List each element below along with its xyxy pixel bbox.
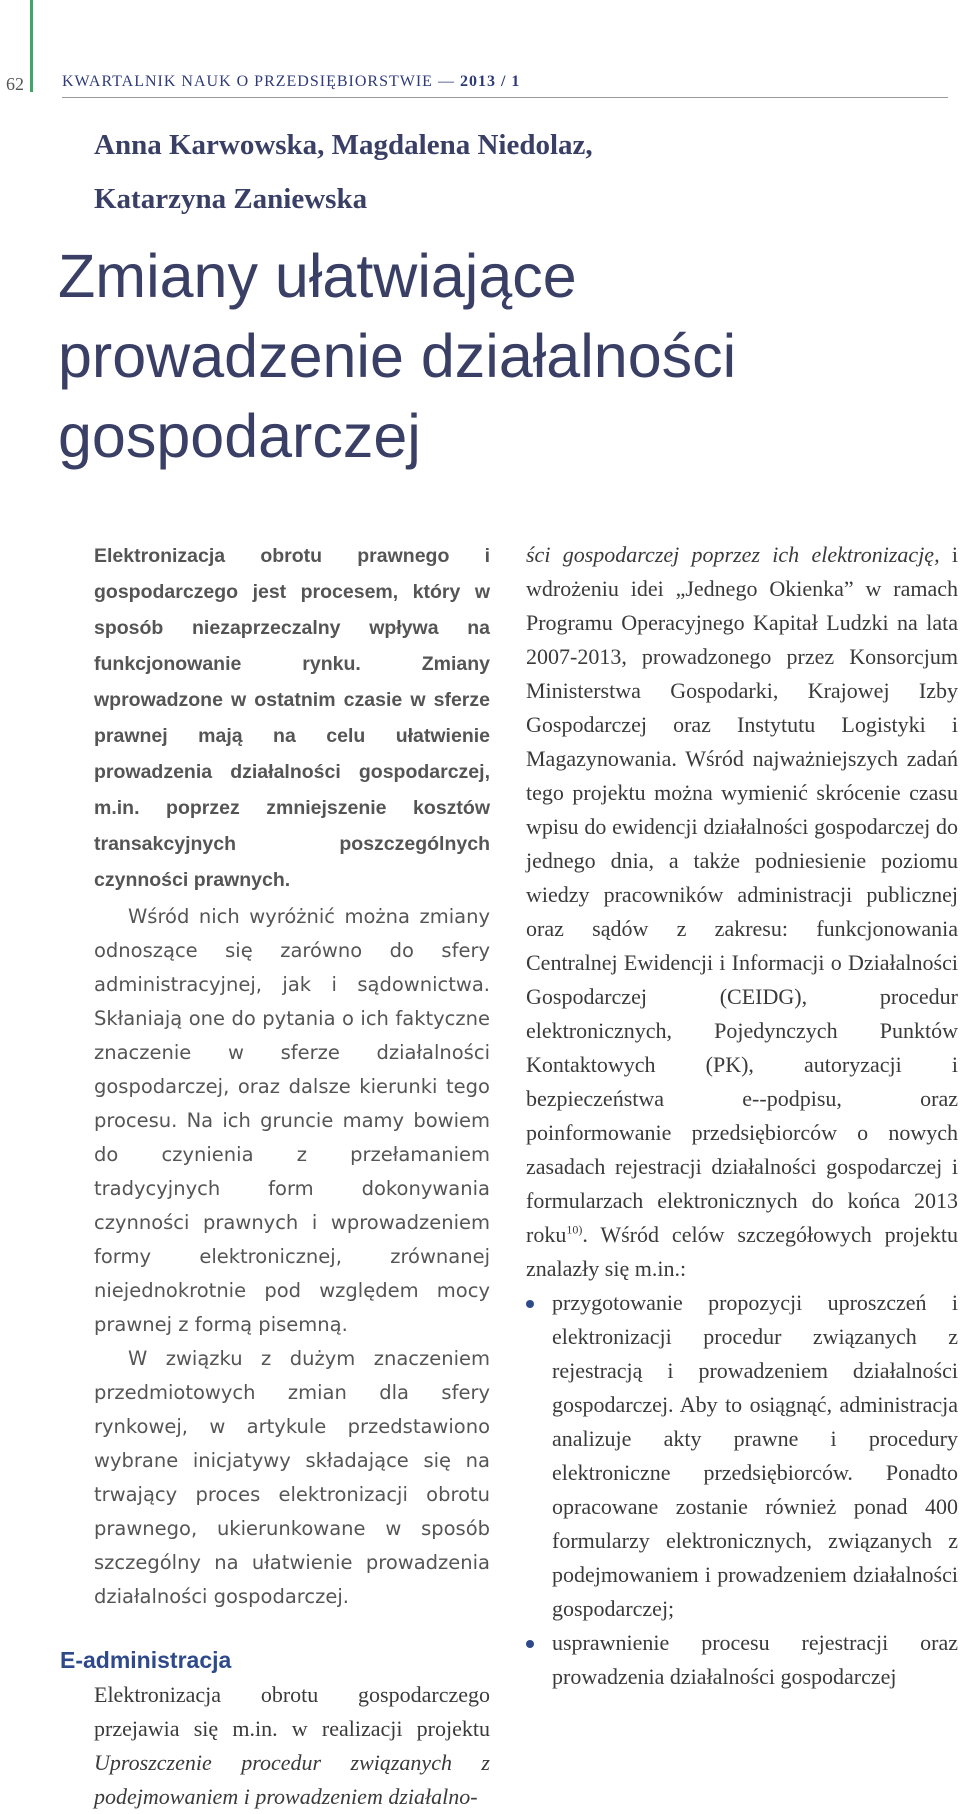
article-title xyxy=(58,236,736,476)
title-line: Zmiany ułatwiające xyxy=(58,242,577,310)
body-paragraph: W związku z dużym znaczeniem przedmiotowych zmian dla sfery rynkowej, w artykule przedstawiono wybrane inicjatywy składające się na trwający proces elektronizacji obrotu prawnego, ukierunkowane w sposób szczególny na ułatwienie prowadzenia działalności gospodarczej. xyxy=(94,1347,490,1608)
list-item-text: przygotowanie propozycji uproszczeń i elektronizacji procedur związanych z rejestracją i prowadzeniem działalności gospodarczej. Aby to osiągnąć, administracja analizuje akty prawne i procedury elektroniczne przedsiębiorców. Ponadto opracowane zostanie również ponad 400 formularzy elektronicznych, związanych z podejmowaniem i prowadzeniem działalności gospodarczej; xyxy=(552,1290,958,1621)
margin-accent-rule xyxy=(30,0,33,92)
journal-name: KWARTALNIK NAUK O PRZEDSIĘBIORSTWIE — xyxy=(62,73,460,90)
running-header xyxy=(62,73,948,98)
title-line: prowadzenie działalności xyxy=(58,322,737,390)
right-column xyxy=(526,538,958,1694)
project-title-text: ści gospodarczej poprzez ich elektronizację, xyxy=(526,542,940,567)
journal-issue: 2013 / 1 xyxy=(459,73,521,90)
list-item-text: usprawnienie procesu rejestracji oraz prowadzenia działalności gospodarczej xyxy=(552,1630,958,1689)
paragraph-text: Elektronizacja obrotu gospodarczego przejawia się m.in. w realizacji projektu xyxy=(94,1682,490,1741)
objectives-list xyxy=(526,1286,958,1694)
list-item xyxy=(526,1626,958,1694)
bullet-icon xyxy=(526,1300,534,1308)
body-paragraph xyxy=(94,1678,490,1814)
bullet-icon xyxy=(526,1640,534,1648)
article-authors xyxy=(94,118,593,226)
article-lead: Elektronizacja obrotu prawnego i gospodarczego jest procesem, który w sposób niezaprzeczalny wpływa na funkcjonowanie rynku. Zmiany wprowadzone w ostatnim czasie w sferze prawnej mają na celu ułatwienie prowadzenia działalności gospodarczej, m.in. poprzez zmniejszenie kosztów transakcyjnych poszczególnych czynności prawnych. xyxy=(94,545,490,891)
paragraph-text: i wdrożeniu idei „Jednego Okienka” w ramach Programu Operacyjnego Kapitał Ludzki na lata 2007-2013, prowadzonego przez Konsorcjum Ministerstwa Gospodarki, Krajowej Izby Gospodarczej oraz Instytutu Logistyki i Magazynowania. Wśród najważniejszych zadań tego projektu można wymienić skrócenie czasu wpisu do ewidencji działalności gospodarczej do jednego dnia, a także podniesienie poziomu wiedzy pracowników administracji publicznej oraz sądów z zakresu: funkcjonowania Centralnej Ewidencji i Informacji o Działalności Gospodarczej (CEIDG), procedur elektronicznych, Pojedynczych Punktów Kontaktowych (PK), autoryzacji i bezpieczeństwa e--podpisu, oraz poinformowanie przedsiębiorców o nowych zasadach rejestracji działalności gospodarczej i formularzach elektronicznych do końca 2013 roku xyxy=(526,542,958,1247)
section-heading: E-administracja xyxy=(60,1647,232,1673)
paragraph-text: . Wśród celów szczegółowych projektu znalazły się m.in.: xyxy=(526,1222,958,1281)
body-paragraph xyxy=(526,538,958,1286)
footnote-reference: 10) xyxy=(566,1222,583,1237)
authors-line: Anna Karwowska, Magdalena Niedolaz, xyxy=(94,129,593,161)
list-item xyxy=(526,1286,958,1626)
project-title-text: Uproszczenie procedur związanych z podejmowaniem i prowadzeniem działalno- xyxy=(94,1750,490,1809)
left-column xyxy=(60,538,490,1814)
page-number: 62 xyxy=(6,74,24,94)
authors-line: Katarzyna Zaniewska xyxy=(94,183,368,215)
body-paragraph: Wśród nich wyróżnić można zmiany odnoszące się zarówno do sfery administracyjnej, jak i sądownictwa. Skłaniają one do pytania o ich faktyczne znaczenie w sferze działalności gospodarczej, oraz dalsze kierunki tego procesu. Na ich gruncie mamy bowiem do czynienia z przełamaniem tradycyjnych form dokonywania czynności prawnych i wprowadzeniem formy elektronicznej, zrównanej niejednokrotnie pod względem mocy prawnej z formą pisemną. xyxy=(94,905,490,1336)
title-line: gospodarczej xyxy=(58,402,421,470)
